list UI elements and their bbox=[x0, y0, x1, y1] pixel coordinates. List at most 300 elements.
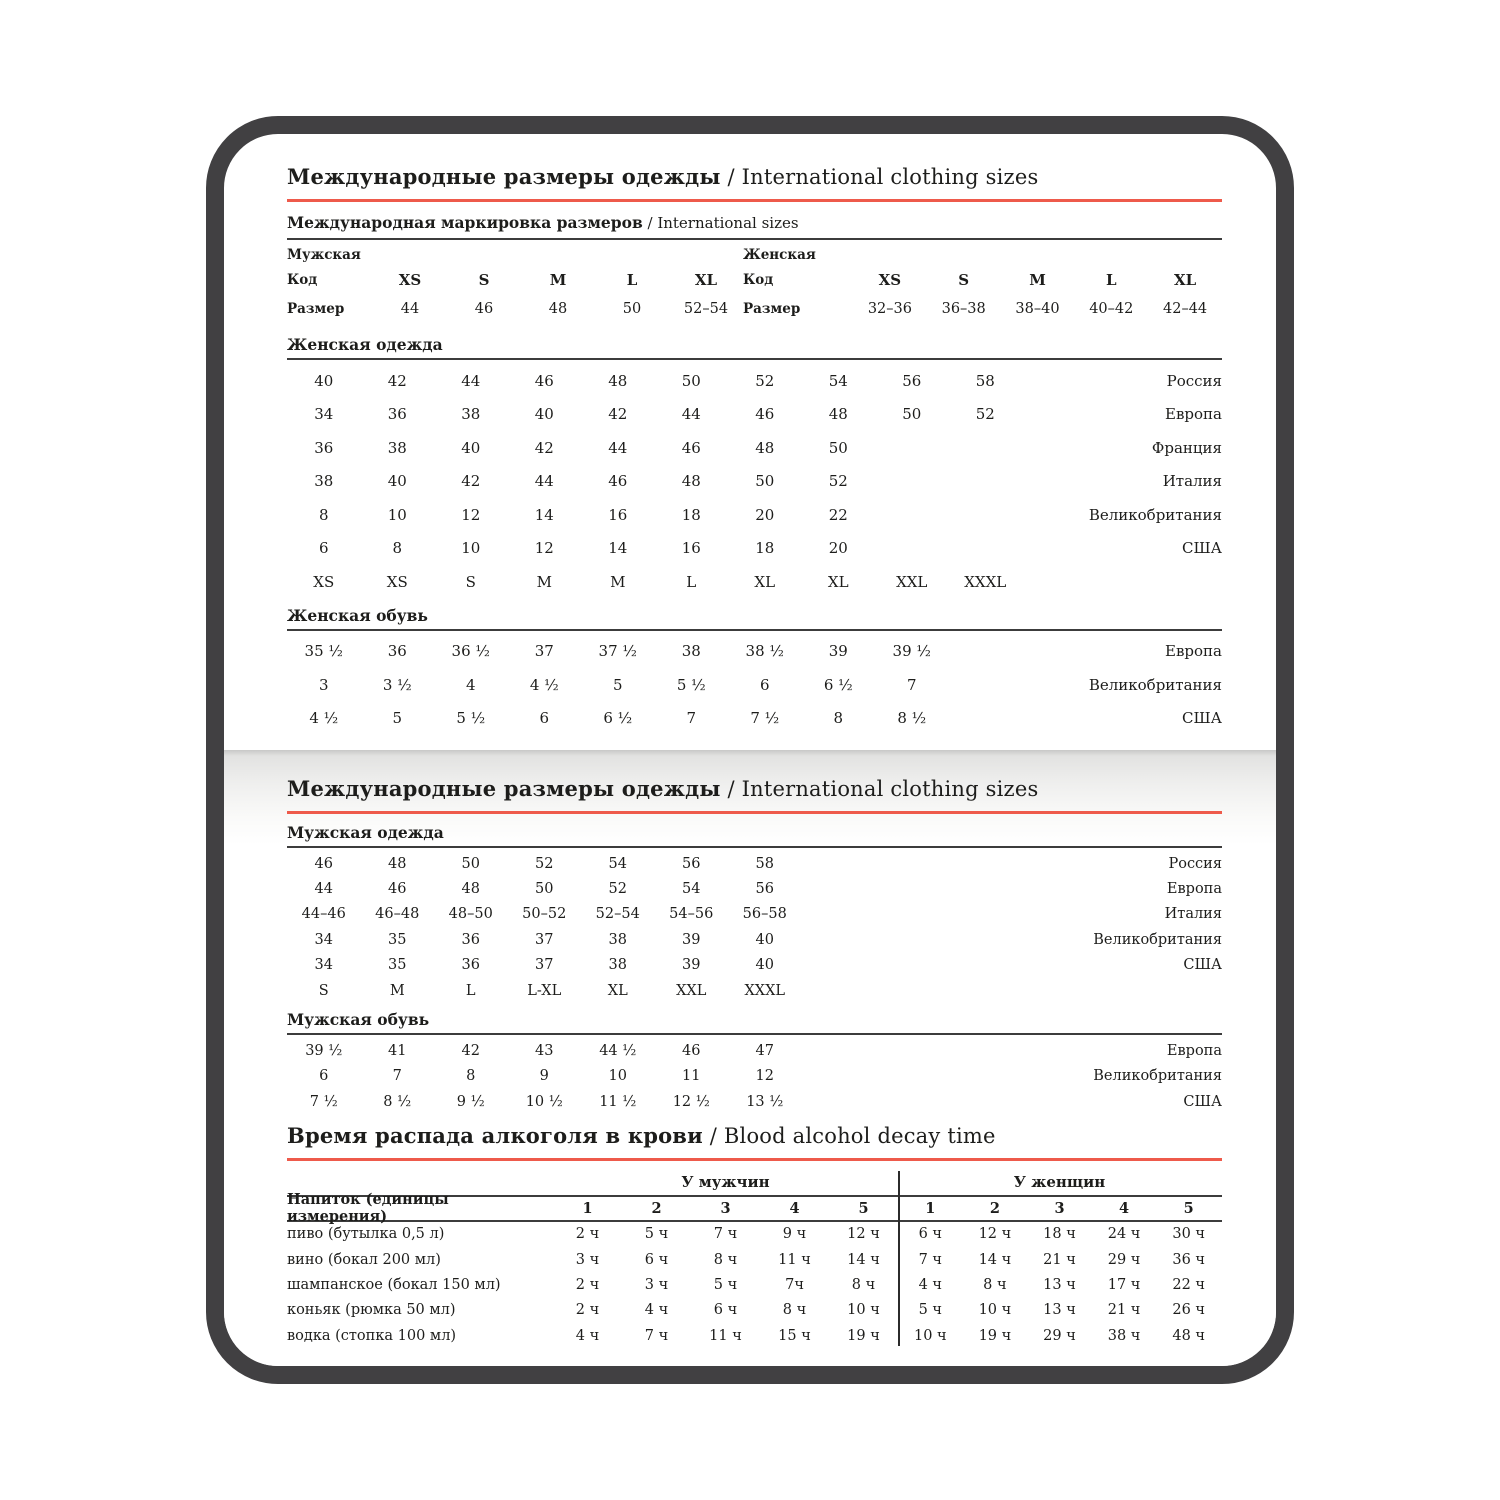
size-cell: 50 bbox=[681, 371, 701, 390]
hours-cell-women: 18 ч bbox=[1043, 1226, 1076, 1243]
country-label: Италия bbox=[1162, 472, 1222, 491]
size-cell: 50 bbox=[755, 472, 775, 491]
size-cell: 38 bbox=[314, 472, 334, 491]
hours-cell-men: 5 ч bbox=[644, 1226, 669, 1243]
size-cell: 38 bbox=[608, 957, 627, 974]
women-codes bbox=[853, 271, 1222, 289]
hours-cell-women: 29 ч bbox=[1107, 1251, 1141, 1268]
men-sizes bbox=[373, 301, 743, 317]
page2-title-en: International clothing sizes bbox=[741, 777, 1039, 801]
size-cell: 35 bbox=[388, 931, 407, 948]
size-cell: 39 ½ bbox=[305, 1043, 343, 1060]
size-cell: 52 bbox=[828, 472, 848, 491]
size-cell: 36 bbox=[387, 642, 407, 661]
code-row-label-women: Код bbox=[743, 272, 774, 288]
size-cell: 10 bbox=[608, 1068, 627, 1085]
size-cell: 48 bbox=[755, 438, 775, 457]
international-marking-table bbox=[287, 244, 1222, 324]
size-cell: XXL bbox=[676, 982, 707, 999]
page1-title-en: International clothing sizes bbox=[741, 165, 1039, 189]
count-header-cell: 5 bbox=[858, 1199, 869, 1217]
size-cell: 6 ½ bbox=[603, 709, 633, 728]
size-cell: 12 ½ bbox=[672, 1093, 710, 1110]
code-row-label: Код bbox=[287, 272, 318, 288]
hours-cell-women: 5 ч bbox=[918, 1302, 942, 1319]
size-cell: 20 bbox=[828, 539, 848, 558]
size-cell: 40 bbox=[314, 371, 334, 390]
size-code-cell: M bbox=[549, 271, 567, 289]
size-cell: M bbox=[536, 572, 552, 591]
size-cell: 14 bbox=[534, 505, 554, 524]
size-row-label: Размер bbox=[287, 301, 345, 317]
hours-cell-men: 2 ч bbox=[575, 1226, 600, 1243]
size-row bbox=[287, 1089, 1222, 1114]
women-shoes-table bbox=[287, 631, 1222, 736]
size-cell: 54 bbox=[682, 881, 701, 898]
size-cell: 5 bbox=[612, 675, 623, 694]
count-header-cell: 2 bbox=[651, 1199, 662, 1217]
size-cell: 46 bbox=[755, 405, 775, 424]
size-cell: 6 bbox=[319, 1068, 329, 1085]
size-cell: 44 bbox=[314, 881, 333, 898]
size-cell: 52 bbox=[755, 371, 775, 390]
size-cell: 9 bbox=[539, 1068, 549, 1085]
size-cell: 36 bbox=[461, 931, 480, 948]
hours-cell-men: 12 ч bbox=[847, 1226, 880, 1243]
size-row bbox=[287, 498, 1222, 532]
women-count-headers bbox=[898, 1200, 1221, 1217]
size-cell: 46–48 bbox=[375, 906, 420, 923]
alcohol-row bbox=[287, 1323, 1222, 1348]
drink-label: коньяк (рюмка 50 мл) bbox=[287, 1302, 456, 1319]
size-cell: 52 bbox=[535, 855, 554, 872]
hours-cell-women: 14 ч bbox=[978, 1251, 1012, 1268]
size-cell: 3 bbox=[318, 675, 329, 694]
size-cell: 39 ½ bbox=[892, 642, 931, 661]
size-cell: 20 bbox=[755, 505, 775, 524]
size-cell: 44 bbox=[534, 472, 554, 491]
size-row bbox=[287, 364, 1222, 398]
hours-cell-men: 15 ч bbox=[778, 1327, 811, 1344]
hours-cell-men: 14 ч bbox=[847, 1251, 880, 1268]
size-cell: 37 ½ bbox=[598, 642, 637, 661]
alcohol-row bbox=[287, 1247, 1222, 1272]
marking-size-row bbox=[287, 294, 1222, 324]
page1-title bbox=[287, 164, 1222, 190]
size-cell: 11 bbox=[682, 1068, 701, 1085]
country-label: Великобритания bbox=[1088, 675, 1222, 694]
alcohol-rows bbox=[287, 1222, 1222, 1349]
size-cell: L-XL bbox=[527, 982, 562, 999]
hours-cell-women: 8 ч bbox=[983, 1276, 1007, 1293]
hours-cell-men: 5 ч bbox=[713, 1276, 738, 1293]
page-bottom bbox=[224, 750, 1276, 1366]
women-column-label: Женская bbox=[743, 247, 816, 263]
count-header-cell: 3 bbox=[720, 1199, 731, 1217]
size-cell: 46 bbox=[682, 1043, 701, 1060]
hours-cell-men: 11 ч bbox=[709, 1327, 742, 1344]
country-label: США bbox=[1183, 957, 1222, 974]
size-cell: XXXL bbox=[744, 982, 786, 999]
size-cell: 3 ½ bbox=[382, 675, 412, 694]
page-top bbox=[224, 134, 1276, 750]
red-rule bbox=[287, 199, 1222, 202]
size-cell: 6 ½ bbox=[823, 675, 853, 694]
hours-cell-men: 3 ч bbox=[644, 1276, 669, 1293]
size-cell: 14 bbox=[608, 539, 628, 558]
country-label: США bbox=[1183, 1093, 1222, 1110]
size-cell: M bbox=[610, 572, 626, 591]
drink-label: пиво (бутылка 0,5 л) bbox=[287, 1226, 445, 1243]
hours-cell-women: 10 ч bbox=[913, 1327, 947, 1344]
size-cell: XL bbox=[607, 982, 628, 999]
hours-cell-women: 36 ч bbox=[1172, 1251, 1205, 1268]
size-cell: XL bbox=[827, 572, 849, 591]
count-header-cell: 4 bbox=[789, 1199, 800, 1217]
marking-subtitle-ru: Международная маркировка размеров bbox=[287, 213, 643, 232]
size-value-cell: 40–42 bbox=[1089, 301, 1134, 317]
size-cell: 42 bbox=[461, 472, 481, 491]
men-shoes-header: Мужская обувь bbox=[287, 1011, 1222, 1035]
size-cell: 42 bbox=[387, 371, 407, 390]
hours-cell-women: 48 ч bbox=[1172, 1327, 1205, 1344]
size-row bbox=[287, 635, 1222, 669]
size-cell: 36 bbox=[461, 957, 480, 974]
size-cell: 12 bbox=[755, 1068, 774, 1085]
size-cell: XXXL bbox=[964, 572, 1007, 591]
size-cell: 8 ½ bbox=[383, 1093, 412, 1110]
size-cell: 58 bbox=[755, 855, 774, 872]
subtitle-separator: / bbox=[642, 214, 658, 232]
country-label: Европа bbox=[1166, 1043, 1222, 1060]
hours-cell-men: 4 ч bbox=[575, 1327, 600, 1344]
size-cell: 10 ½ bbox=[525, 1093, 563, 1110]
size-value-cell: 46 bbox=[474, 301, 494, 317]
country-label: Россия bbox=[1166, 371, 1222, 390]
hours-cell-men: 11 ч bbox=[778, 1251, 811, 1268]
hours-cell-men: 9 ч bbox=[782, 1226, 807, 1243]
marking-subtitle-en: International sizes bbox=[657, 214, 799, 232]
count-header-cell: 1 bbox=[925, 1199, 936, 1217]
hours-cell-women: 24 ч bbox=[1107, 1226, 1141, 1243]
size-cell: 38 bbox=[461, 405, 481, 424]
size-code-cell: XL bbox=[1173, 271, 1197, 289]
hours-cell-men: 7ч bbox=[785, 1276, 804, 1293]
size-cell: XXL bbox=[896, 572, 928, 591]
title-separator: / bbox=[720, 165, 742, 189]
size-cell: 16 bbox=[681, 539, 701, 558]
size-row bbox=[287, 953, 1222, 978]
size-cell: 11 ½ bbox=[599, 1093, 637, 1110]
size-cell: 40 bbox=[461, 438, 481, 457]
size-cell: 37 bbox=[534, 642, 554, 661]
size-cell: 22 bbox=[828, 505, 848, 524]
size-row bbox=[287, 398, 1222, 432]
size-cell: 16 bbox=[608, 505, 628, 524]
size-cell: XS bbox=[313, 572, 335, 591]
men-clothing-header: Мужская одежда bbox=[287, 824, 1222, 848]
hours-cell-women: 17 ч bbox=[1107, 1276, 1141, 1293]
country-label: США bbox=[1182, 709, 1222, 728]
size-cell: 38 ½ bbox=[745, 642, 784, 661]
size-cell: M bbox=[389, 982, 405, 999]
size-cell: 54 bbox=[828, 371, 848, 390]
size-code-cell: S bbox=[478, 271, 490, 289]
hours-cell-men: 8 ч bbox=[851, 1276, 876, 1293]
hours-cell-men: 7 ч bbox=[713, 1226, 738, 1243]
count-header-cell: 5 bbox=[1183, 1199, 1194, 1217]
hours-cell-men: 2 ч bbox=[575, 1302, 600, 1319]
hours-cell-women: 4 ч bbox=[918, 1276, 942, 1293]
red-rule bbox=[287, 811, 1222, 814]
title-separator: / bbox=[702, 1123, 724, 1148]
size-cell: 7 ½ bbox=[750, 709, 780, 728]
size-cell: 50 bbox=[828, 438, 848, 457]
size-cell: 46 bbox=[681, 438, 701, 457]
country-label: Великобритания bbox=[1093, 1068, 1222, 1085]
size-cell: L bbox=[465, 982, 476, 999]
size-cell: 4 bbox=[465, 675, 476, 694]
hours-cell-women: 7 ч bbox=[918, 1251, 942, 1268]
size-cell: 52 bbox=[608, 881, 627, 898]
size-cell: 56 bbox=[902, 371, 922, 390]
country-label: Европа bbox=[1165, 642, 1222, 661]
hours-cell-women: 29 ч bbox=[1043, 1327, 1076, 1344]
alcohol-row bbox=[287, 1298, 1222, 1323]
page2-title-ru: Международные размеры одежды bbox=[287, 776, 721, 801]
alcohol-title-ru: Время распада алкоголя в крови bbox=[287, 1122, 703, 1148]
size-cell: 54 bbox=[608, 855, 627, 872]
hours-cell-men: 6 ч bbox=[713, 1302, 738, 1319]
women-sizes bbox=[853, 301, 1222, 317]
size-row bbox=[287, 465, 1222, 499]
size-row bbox=[287, 1064, 1222, 1089]
alcohol-column-header-row bbox=[287, 1191, 1222, 1226]
size-cell: 8 bbox=[318, 505, 329, 524]
hours-cell-women: 19 ч bbox=[978, 1327, 1012, 1344]
size-row bbox=[287, 1038, 1222, 1063]
hours-cell-women: 22 ч bbox=[1172, 1276, 1205, 1293]
size-cell: 42 bbox=[534, 438, 554, 457]
size-cell: 41 bbox=[388, 1043, 407, 1060]
size-value-cell: 52–54 bbox=[683, 301, 729, 317]
hours-cell-men: 10 ч bbox=[847, 1302, 880, 1319]
size-cell: 6 bbox=[759, 675, 770, 694]
planner-page-frame bbox=[206, 116, 1294, 1384]
count-header-cell: 1 bbox=[582, 1199, 593, 1217]
size-cell: 58 bbox=[975, 371, 995, 390]
size-cell: 43 bbox=[535, 1043, 554, 1060]
size-row bbox=[287, 668, 1222, 702]
size-cell: 44 ½ bbox=[599, 1043, 637, 1060]
size-cell: 4 ½ bbox=[529, 675, 559, 694]
size-code-cell: XS bbox=[398, 271, 422, 289]
size-row bbox=[287, 565, 1222, 599]
size-cell: 8 bbox=[466, 1068, 476, 1085]
size-cell: S bbox=[465, 572, 476, 591]
size-cell: 12 bbox=[461, 505, 481, 524]
page1-title-ru: Международные размеры одежды bbox=[287, 164, 721, 189]
size-cell: 48–50 bbox=[448, 906, 493, 923]
hours-cell-women: 10 ч bbox=[978, 1302, 1012, 1319]
size-cell: 40 bbox=[534, 405, 554, 424]
size-cell: 46 bbox=[388, 881, 407, 898]
size-cell: 34 bbox=[314, 957, 333, 974]
size-row bbox=[287, 902, 1222, 927]
size-cell: 8 bbox=[392, 539, 403, 558]
size-cell: 44–46 bbox=[301, 906, 346, 923]
hours-cell-women: 21 ч bbox=[1043, 1251, 1076, 1268]
size-cell: 40 bbox=[387, 472, 407, 491]
count-header-cell: 3 bbox=[1054, 1199, 1065, 1217]
men-count-headers bbox=[553, 1200, 898, 1217]
size-cell: 7 bbox=[906, 675, 917, 694]
size-cell: 4 ½ bbox=[309, 709, 339, 728]
size-cell: 40 bbox=[755, 931, 774, 948]
size-cell: 50 bbox=[535, 881, 554, 898]
hours-cell-women: 30 ч bbox=[1172, 1226, 1205, 1243]
men-shoes-section bbox=[287, 1011, 1222, 1114]
men-clothing-section bbox=[287, 824, 1222, 1003]
size-cell: XL bbox=[754, 572, 776, 591]
size-cell: 5 ½ bbox=[676, 675, 706, 694]
size-cell: 48 bbox=[608, 371, 628, 390]
hours-cell-women: 13 ч bbox=[1043, 1276, 1076, 1293]
alcohol-section bbox=[287, 1123, 1222, 1349]
men-group-header: У мужчин bbox=[681, 1172, 770, 1191]
size-cell: 37 bbox=[535, 957, 554, 974]
size-row bbox=[287, 927, 1222, 952]
alcohol-title bbox=[287, 1123, 1222, 1149]
size-code-cell: M bbox=[1029, 271, 1046, 289]
title-separator: / bbox=[720, 777, 742, 801]
women-clothing-header: Женская одежда bbox=[287, 336, 1222, 360]
size-cell: 38 bbox=[387, 438, 407, 457]
size-cell: 39 bbox=[682, 931, 701, 948]
size-cell: 50 bbox=[461, 855, 480, 872]
size-cell: 44 bbox=[681, 405, 701, 424]
men-clothing-table bbox=[287, 848, 1222, 1003]
marking-gender-row bbox=[287, 244, 1222, 266]
country-label: Великобритания bbox=[1088, 505, 1222, 524]
size-value-cell: 32–36 bbox=[867, 301, 912, 317]
women-group-header: У женщин bbox=[1013, 1172, 1106, 1191]
size-value-cell: 50 bbox=[622, 301, 642, 317]
men-column-label: Мужская bbox=[287, 247, 361, 263]
size-cell: 9 ½ bbox=[456, 1093, 485, 1110]
size-cell: 7 ½ bbox=[309, 1093, 338, 1110]
hours-cell-women: 12 ч bbox=[978, 1226, 1012, 1243]
size-cell: 47 bbox=[755, 1043, 774, 1060]
size-cell: 36 ½ bbox=[451, 642, 490, 661]
drink-column-header: Напиток (единицы измерения) bbox=[287, 1191, 449, 1226]
red-rule bbox=[287, 1158, 1222, 1161]
size-cell: 42 bbox=[461, 1043, 480, 1060]
hours-cell-women: 26 ч bbox=[1172, 1302, 1205, 1319]
women-clothing-section bbox=[287, 336, 1222, 599]
size-cell: 13 ½ bbox=[746, 1093, 784, 1110]
size-cell: 48 bbox=[388, 855, 407, 872]
hours-cell-women: 13 ч bbox=[1043, 1302, 1076, 1319]
women-shoes-section bbox=[287, 607, 1222, 736]
size-row bbox=[287, 851, 1222, 876]
size-cell: 34 bbox=[314, 405, 334, 424]
size-row bbox=[287, 532, 1222, 566]
size-cell: 50–52 bbox=[522, 906, 567, 923]
country-label: США bbox=[1182, 539, 1222, 558]
size-cell: 12 bbox=[534, 539, 554, 558]
size-cell: 44 bbox=[461, 371, 481, 390]
size-value-cell: 48 bbox=[548, 301, 568, 317]
country-label: Европа bbox=[1165, 405, 1222, 424]
size-value-cell: 38–40 bbox=[1015, 301, 1060, 317]
size-value-cell: 42–44 bbox=[1163, 301, 1208, 317]
country-label: Европа bbox=[1166, 881, 1222, 898]
size-cell: 36 bbox=[387, 405, 407, 424]
hours-cell-men: 4 ч bbox=[644, 1302, 669, 1319]
country-label: Франция bbox=[1151, 438, 1222, 457]
size-cell: 56–58 bbox=[742, 906, 787, 923]
size-row bbox=[287, 431, 1222, 465]
size-cell: 8 bbox=[833, 709, 844, 728]
size-cell: 8 ½ bbox=[897, 709, 927, 728]
size-code-cell: XL bbox=[694, 271, 718, 289]
size-cell: 48 bbox=[461, 881, 480, 898]
size-cell: 50 bbox=[902, 405, 922, 424]
size-cell: 56 bbox=[682, 855, 701, 872]
hours-cell-men: 8 ч bbox=[713, 1251, 738, 1268]
count-header-cell: 2 bbox=[989, 1199, 1000, 1217]
size-cell: 40 bbox=[755, 957, 774, 974]
size-cell: 38 bbox=[681, 642, 701, 661]
size-code-cell: XS bbox=[878, 271, 902, 289]
size-cell: 46 bbox=[534, 371, 554, 390]
dark-rule bbox=[287, 238, 1222, 240]
size-cell: 39 bbox=[828, 642, 848, 661]
count-header-cell: 4 bbox=[1119, 1199, 1130, 1217]
size-cell: 6 bbox=[539, 709, 550, 728]
page2-title bbox=[287, 776, 1222, 802]
hours-cell-men: 6 ч bbox=[644, 1251, 669, 1268]
hours-cell-women: 6 ч bbox=[918, 1226, 942, 1243]
size-row bbox=[287, 702, 1222, 736]
hours-cell-men: 7 ч bbox=[644, 1327, 669, 1344]
women-shoes-header: Женская обувь bbox=[287, 607, 1222, 631]
size-cell: 36 bbox=[314, 438, 334, 457]
size-code-cell: S bbox=[958, 271, 970, 289]
size-cell: 54–56 bbox=[669, 906, 714, 923]
drink-label: шампанское (бокал 150 мл) bbox=[287, 1276, 501, 1293]
size-cell: 34 bbox=[314, 931, 333, 948]
country-label: Италия bbox=[1164, 906, 1222, 923]
alcohol-row bbox=[287, 1272, 1222, 1297]
size-cell: 52 bbox=[975, 405, 995, 424]
size-cell: 18 bbox=[681, 505, 701, 524]
size-cell: 37 bbox=[535, 931, 554, 948]
size-cell: 6 bbox=[318, 539, 329, 558]
hours-cell-women: 38 ч bbox=[1107, 1327, 1141, 1344]
hours-cell-men: 19 ч bbox=[847, 1327, 880, 1344]
size-cell: 35 bbox=[388, 957, 407, 974]
men-women-divider bbox=[898, 1171, 900, 1347]
size-cell: 5 ½ bbox=[456, 709, 486, 728]
women-clothing-table bbox=[287, 360, 1222, 599]
size-cell: 7 bbox=[392, 1068, 402, 1085]
men-codes bbox=[373, 271, 743, 289]
hours-cell-men: 3 ч bbox=[575, 1251, 600, 1268]
size-row-label-women: Размер bbox=[743, 301, 801, 317]
alcohol-row bbox=[287, 1222, 1222, 1247]
